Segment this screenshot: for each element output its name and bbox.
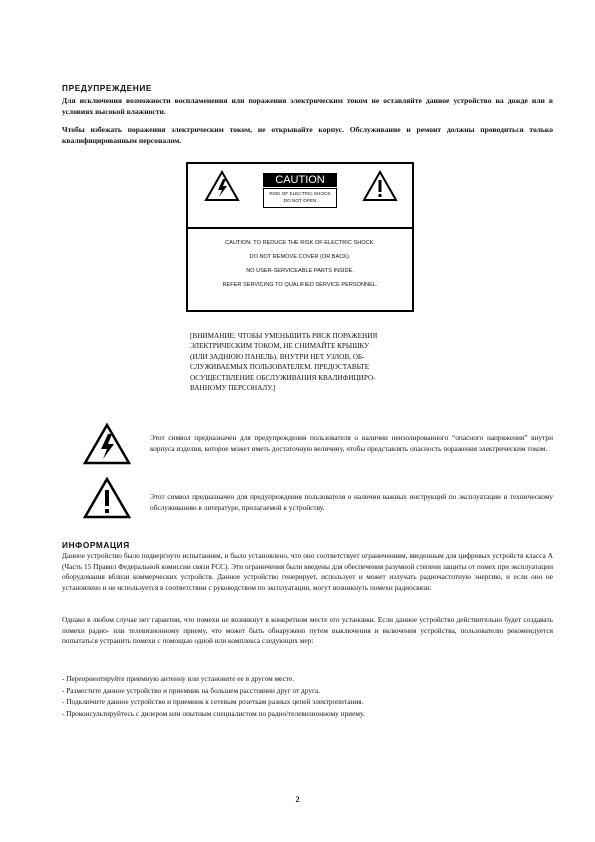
caution-divider bbox=[188, 227, 412, 229]
info-paragraph-1: Данное устройство было подвергнуто испытаниям, и было установлено, что оно соответствует ограничениям, введенным для цифровых устройств класса A (Часть 15 Правил Федеральной комиссии связи FCC). Эти ограничения были введены для обеспечения разумной степени защиты от помех при эксплуатации оборудования вблизи коммерческих устройств. Данное устройство генерирует, использует и может излучать радиочастотную энергию, и если оно не установлено и не используется в соответствии с руководством по эксплуатации, могут возникнуть помехи радиосвязи. bbox=[62, 551, 553, 592]
info-paragraph-2: Однако в любом случае нет гарантии, что помехи не возникнут в конкретном месте его установки. Если данное устройство действительно будет создавать помехи радио- или телевизионному приему, что может быть обнаружено путем выключения и включения устройства, пользователю рекомендуется попытаться устранить помехи с помощью одной или комплекса следующих мер: bbox=[62, 615, 553, 646]
info-measures-list bbox=[62, 673, 553, 719]
lightning-symbol-icon bbox=[83, 423, 131, 465]
warning-paragraph-1: Для исключения возможности воспламенения или поражения электрическим током не оставляйте данное устройство на дожде или в условиях высокой влажности. bbox=[62, 96, 553, 116]
exclamation-symbol-icon bbox=[83, 477, 131, 519]
caution-line-4: REFER SERVICING TO QUALIFIED SERVICE PERSONNEL. bbox=[222, 282, 378, 288]
translation-line: ВАННОМУ ПЕРСОНАЛУ.] bbox=[190, 384, 276, 393]
translation-line: СЛУЖИВАЕМЫХ ПОЛЬЗОВАТЕЛЕМ. ПРЕДОСТАВЬТЕ bbox=[190, 363, 370, 372]
page-number: 2 bbox=[295, 795, 300, 804]
caution-line-2: DO NOT REMOVE COVER (OR BACK). bbox=[249, 254, 351, 260]
translation-line: ОСУЩЕСТВЛЕНИЕ ОБСЛУЖИВАНИЯ КВАЛИФИЦИРО- bbox=[190, 373, 376, 382]
info-heading: ИНФОРМАЦИЯ bbox=[62, 540, 130, 550]
list-item: - Разместите данное устройство и приемник на большем расстоянии друг от друга. bbox=[62, 685, 321, 695]
translation-line: ЭЛЕКТРИЧЕСКИМ ТОКОМ, НЕ СНИМАЙТЕ КРЫШКУ bbox=[190, 342, 370, 351]
list-item: - Проконсультируйтесь с дилером или опытным специалистом по радио/телевизионному приему. bbox=[62, 708, 365, 718]
list-item: - Подключите данное устройство и приемник к сетевым розеткам разных цепей электропитания. bbox=[62, 697, 364, 707]
caution-sub-line-2: DO NOT OPEN bbox=[283, 198, 317, 203]
list-item: - Переориентируйте приемную антенну или установите ее в другом месте. bbox=[62, 674, 295, 683]
caution-label-box bbox=[186, 162, 414, 312]
exclamation-warning-icon bbox=[362, 170, 398, 202]
translation-line: (ИЛИ ЗАДНЮЮ ПАНЕЛЬ). ВНУТРИ НЕТ УЗЛОВ, ОБ- bbox=[190, 352, 365, 361]
caution-title: CAUTION bbox=[263, 173, 337, 187]
caution-translation bbox=[190, 331, 440, 393]
caution-subtitle bbox=[263, 188, 337, 208]
caution-line-1: CAUTION: TO REDUCE THE RISK OF ELECTRIC SHOCK. bbox=[225, 240, 375, 246]
warning-heading: ПРЕДУПРЕЖДЕНИЕ bbox=[62, 83, 153, 93]
lightning-warning-icon bbox=[204, 170, 240, 202]
caution-sub-line-1: RISK OF ELECTRIC SHOCK bbox=[269, 191, 331, 196]
exclamation-symbol-description: Этот символ предназначен для предупреждения пользователя о наличии важных инструкций по эксплуатации и техническому обслуживанию в литературе, прилагаемой к устройству. bbox=[150, 492, 553, 512]
translation-line: [ВНИМАНИЕ: ЧТОБЫ УМЕНЬШИТЬ РИСК ПОРАЖЕНИЯ bbox=[190, 332, 378, 340]
caution-line-3: NO USER-SERVICEABLE PARTS INSIDE. bbox=[246, 268, 354, 274]
warning-paragraph-2: Чтобы избежать поражения электрическим током, не открывайте корпус. Обслуживание и ремонт должны проводиться только квалифицированным персоналом. bbox=[62, 125, 553, 145]
caution-label-top bbox=[188, 164, 412, 226]
lightning-symbol-description: Этот символ предназначен для предупреждения пользователя о наличии неизолированного “опасного напряжения” внутри корпуса изделия, которое может иметь достаточную величину, чтобы представлять опасность поражения электрическим током. bbox=[150, 433, 553, 453]
